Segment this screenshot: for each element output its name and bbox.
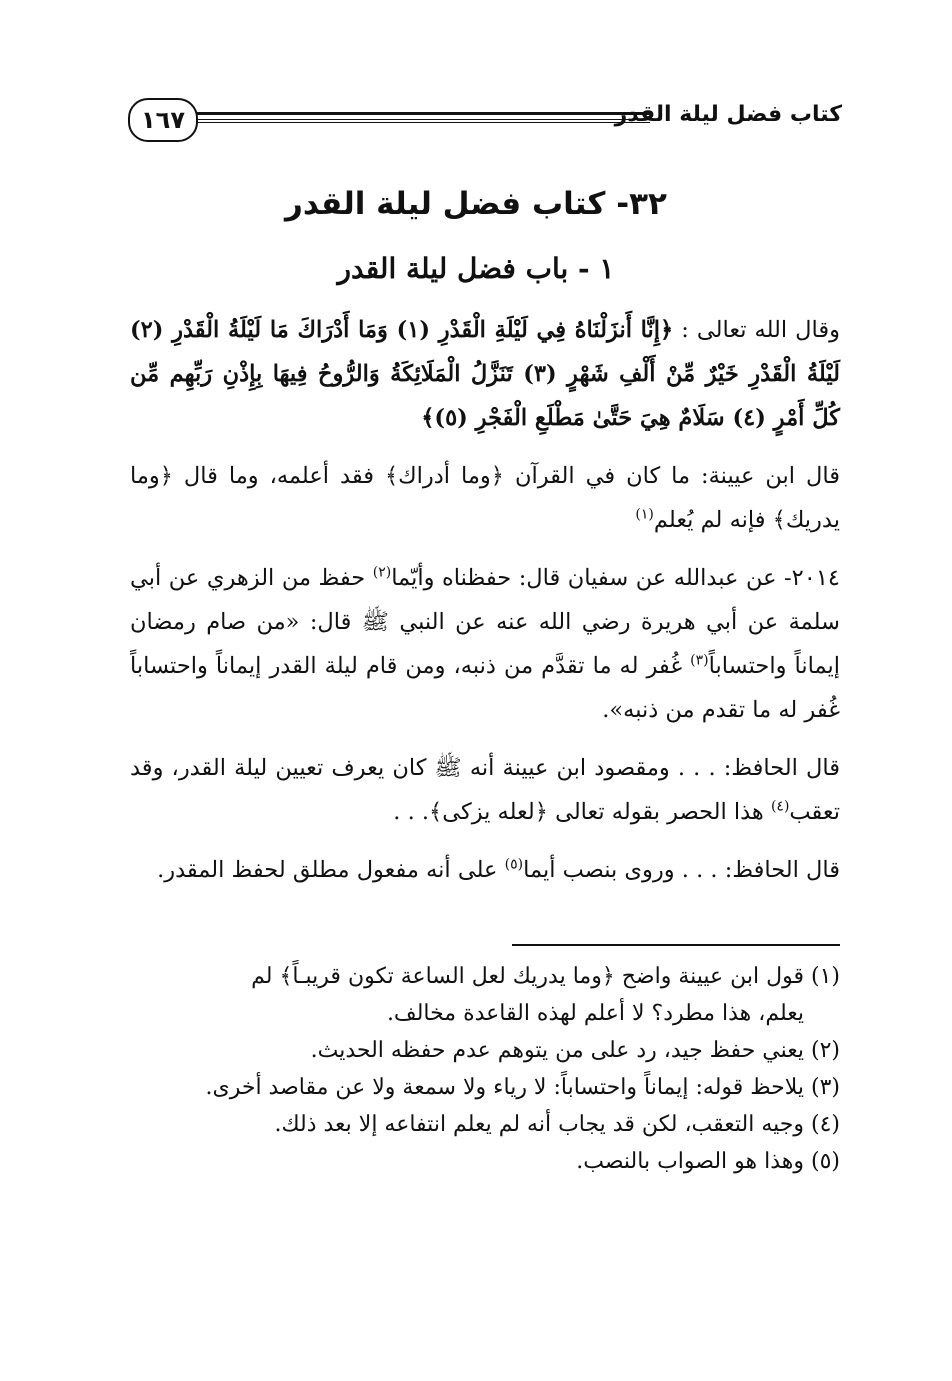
intro-text: وقال الله تعالى :: [673, 317, 840, 343]
footnote-3: (٣) يلاحظ قوله: إيماناً واحتساباً: لا رياء ولا سمعة ولا عن مقاصد أخرى.: [205, 1075, 840, 1100]
chapter-title: ١ - باب فضل ليلة القدر: [337, 252, 615, 285]
book-title: ٣٢- كتاب فضل ليلة القدر: [285, 186, 667, 222]
page-number: ١٦٧: [128, 98, 198, 142]
paragraph-text: هذا الحصر بقوله تعالى ﴿لعله يزكى﴾. . .: [393, 799, 771, 825]
paragraph-text: قال الحافظ: . . . وروى بنصب أيما: [523, 857, 840, 883]
paragraph-text: قال الحافظ: . . . ومقصود ابن عيينة أنه ﷺ كان يعرف تعيين ليلة القدر، وقد تعقب: [130, 755, 840, 825]
paragraph-hafiz-1: [130, 746, 840, 834]
paragraph-hafiz-2: [130, 848, 840, 892]
footnotes: [130, 958, 840, 1180]
paragraph-text: ٢٠١٤- عن عبدالله عن سفيان قال: حفظناه وأيّما: [391, 565, 840, 591]
paragraph-text: حفظ من الزهري عن أبي سلمة عن أبي هريرة رضي الله عنه عن النبي ﷺ قال: «من صام رمضان إيماناً واحتساباً: [130, 565, 840, 679]
paragraph-text: غُفر له ما تقدَّم من ذنبه، ومن قام ليلة القدر إيماناً واحتساباً غُفر له ما تقدم من ذنبه».: [130, 653, 840, 723]
running-title: كتاب فضل ليلة القدر: [614, 102, 842, 127]
footnote-ref: (٢): [372, 564, 392, 581]
footnote-5: (٥) وهذا هو الصواب بالنصب.: [576, 1149, 840, 1174]
footnote-ref: (١): [635, 506, 654, 523]
footnote-4: (٤) وجيه التعقب، لكن قد يجاب أنه لم يعلم انتفاعه إلا بعد ذلك.: [274, 1112, 840, 1137]
header-double-rule: [196, 112, 650, 120]
paragraph-hadith: [130, 556, 840, 732]
footnote-ref: (٤): [770, 798, 790, 815]
footnote-1-continued: يعلم، هذا مطرد؟ لا أعلم لهذه القاعدة مخالف.: [386, 1001, 804, 1026]
header-thin-rule: [196, 122, 650, 123]
main-text: [130, 308, 840, 906]
quran-verse: ﴿إِنَّا أَنزَلْنَاهُ فِي لَيْلَةِ الْقَدْرِ (١) وَمَا أَدْرَاكَ مَا لَيْلَةُ الْقَدْرِ (٢) لَيْلَةُ الْقَدْرِ خَيْرٌ مِّنْ أَلْفِ شَهْرٍ (٣) تَنَزَّلُ الْمَلَائِكَةُ وَالرُّوحُ فِيهَا بِإِذْنِ رَبِّهِم مِّن كُلِّ أَمْرٍ (٤) سَلَامٌ هِيَ حَتَّىٰ مَطْلَعِ الْفَجْرِ (٥)﴾: [130, 317, 840, 431]
paragraph-quran-verse: [130, 308, 840, 440]
paragraph-text: على أنه مفعول مطلق لحفظ المقدر.: [157, 857, 505, 883]
paragraph-ibn-uyayna: [130, 454, 840, 542]
footnote-2: (٢) يعني حفظ جيد، رد على من يتوهم عدم حفظه الحديث.: [310, 1038, 840, 1063]
running-header: [128, 98, 842, 142]
footnote-ref: (٣): [690, 652, 709, 669]
footnote-ref: (٥): [504, 856, 524, 873]
footnote-1: (١) قول ابن عيينة واضح ﴿وما يدريك لعل الساعة تكون قريبـاً﴾ لم: [251, 964, 840, 989]
footnote-separator: [512, 944, 840, 946]
paragraph-text: قال ابن عيينة: ما كان في القرآن ﴿وما أدراك﴾ فقد أعلمه، وما قال ﴿وما يدريك﴾ فإنه لم يُعلم: [130, 463, 840, 533]
